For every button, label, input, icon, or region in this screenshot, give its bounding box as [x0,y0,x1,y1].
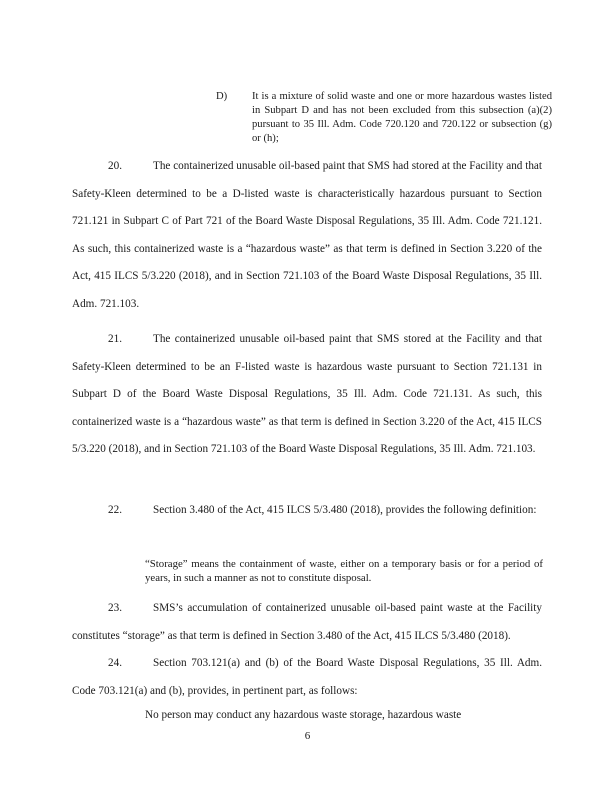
regulation-quote: No person may conduct any hazardous waste storage, hazardous waste [145,709,462,721]
subsection-d-text: It is a mixture of solid waste and one or more hazardous wastes listed in Subpart D and has not been excluded from this subsection (a)(2) pursuant to 35 Ill. Adm. Code 720.120 and 720.122 or subsection (g) or (h); [252,91,552,144]
paragraph-number: 23. [108,602,122,614]
paragraph-text: Section 703.121(a) and (b) of the Board Waste Disposal Regulations, 35 Ill. Adm. Code 703.121(a) and (b), provides, in pertinent part, as follows: [72,657,542,697]
paragraph-number: 21. [108,333,122,345]
paragraph-number: 24. [108,657,122,669]
paragraph-20 [72,153,542,318]
paragraph-24 [72,650,542,705]
paragraph-text: The containerized unusable oil-based paint that SMS stored at the Facility and that Safety-Kleen determined to be an F-listed waste is hazardous waste pursuant to Section 721.131 in Subpart D of the Board Waste Disposal Regulations, 35 Ill. Adm. Code 721.131. As such, this containerized waste is a “hazardous waste” as that term is defined in Section 3.220 of the Act, 415 ILCS 5/3.220 (2018), and in Section 721.103 of the Board Waste Disposal Regulations, 35 Ill. Adm. 721.103. [72,333,542,455]
paragraph-text: Section 3.480 of the Act, 415 ILCS 5/3.480 (2018), provides the following definition: [153,504,537,516]
storage-definition-quote: “Storage” means the containment of waste, either on a temporary basis or for a period of years, in such a manner as not to constitute disposal. [145,558,543,584]
subsection-d-label: D) [216,91,228,102]
paragraph-number: 20. [108,160,122,172]
page-number: 6 [304,730,311,742]
paragraph-23 [72,595,542,650]
paragraph-text: The containerized unusable oil-based paint that SMS had stored at the Facility and that Safety-Kleen determined to be a D-listed waste is characteristically hazardous pursuant to Section 721.121 in Subpart C of Part 721 of the Board Waste Disposal Regulations, 35 Ill. Adm. Code 721.121. As such, this containerized waste is a “hazardous waste” as that term is defined in Section 3.220 of the Act, 415 ILCS 5/3.220 (2018), and in Section 721.103 of the Board Waste Disposal Regulations, 35 Ill. Adm. 721.103. [72,160,542,310]
paragraph-22 [72,497,542,525]
paragraph-text: SMS’s accumulation of containerized unusable oil-based paint waste at the Facility constitutes “storage” as that term is defined in Section 3.480 of the Act, 415 ILCS 5/3.480 (2018). [72,602,542,642]
paragraph-number: 22. [108,504,122,516]
paragraph-21 [72,326,542,464]
